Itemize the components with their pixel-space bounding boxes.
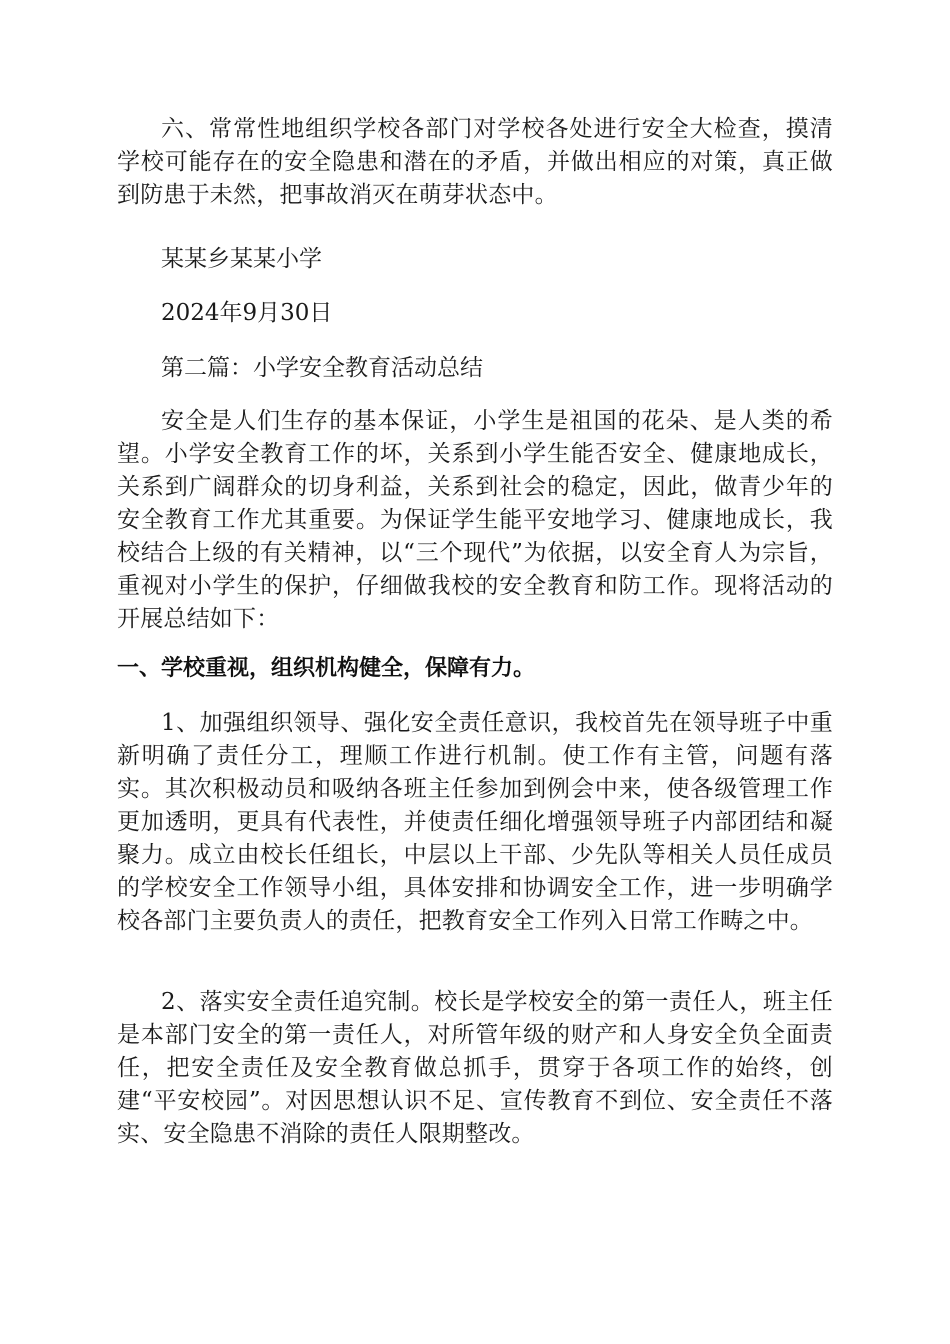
item-one-paragraph: 1、加强组织领导、强化安全责任意识，我校首先在领导班子中重新明确了责任分工，理顺工作进行机制。使工作有主管，问题有落实。其次积极动员和吸纳各班主任参加到例会中来，使各级管理工作更加透明，更具有代表性，并使责任细化增强领导班子内部团结和凝聚力。成立由校长任组长，中层以上干部、少先队等相关人员任成员的学校安全工作领导小组，具体安排和协调安全工作，进一步明确学校各部门主要负责人的责任，把教育安全工作列入日常工作畴之中。 bbox=[117, 710, 833, 934]
document-date: 2024年9月30日 bbox=[161, 300, 333, 326]
school-name: 某某乡某某小学 bbox=[161, 246, 322, 272]
paragraph-six: 六、常常性地组织学校各部门对学校各处进行安全大检查，摸清学校可能存在的安全隐患和潜在的矛盾，并做出相应的对策，真正做到防患于未然，把事故消灭在萌芽状态中。 bbox=[117, 116, 833, 208]
section-one-heading: 一、学校重视，组织机构健全，保障有力。 bbox=[117, 656, 536, 681]
intro-paragraph: 安全是人们生存的基本保证，小学生是祖国的花朵、是人类的希望。小学安全教育工作的坏，关系到小学生能否安全、健康地成长，关系到广阔群众的切身利益，关系到社会的稳定，因此，做青少年的安全教育工作尤其重要。为保证学生能平安地学习、健康地成长，我校结合上级的有关精神，以“三个现代”为依据，以安全育人为宗旨，重视对小学生的保护，仔细做我校的安全教育和防工作。现将活动的开展总结如下： bbox=[117, 408, 833, 632]
second-article-title: 第二篇：小学安全教育活动总结 bbox=[161, 355, 483, 381]
item-two-paragraph: 2、落实安全责任追究制。校长是学校安全的第一责任人，班主任是本部门安全的第一责任人，对所管年级的财产和人身安全负全面责任，把安全责任及安全教育做总抓手，贯穿于各项工作的始终，创建“平安校园”。对因思想认识不足、宣传教育不到位、安全责任不落实、安全隐患不消除的责任人限期整改。 bbox=[117, 989, 833, 1147]
